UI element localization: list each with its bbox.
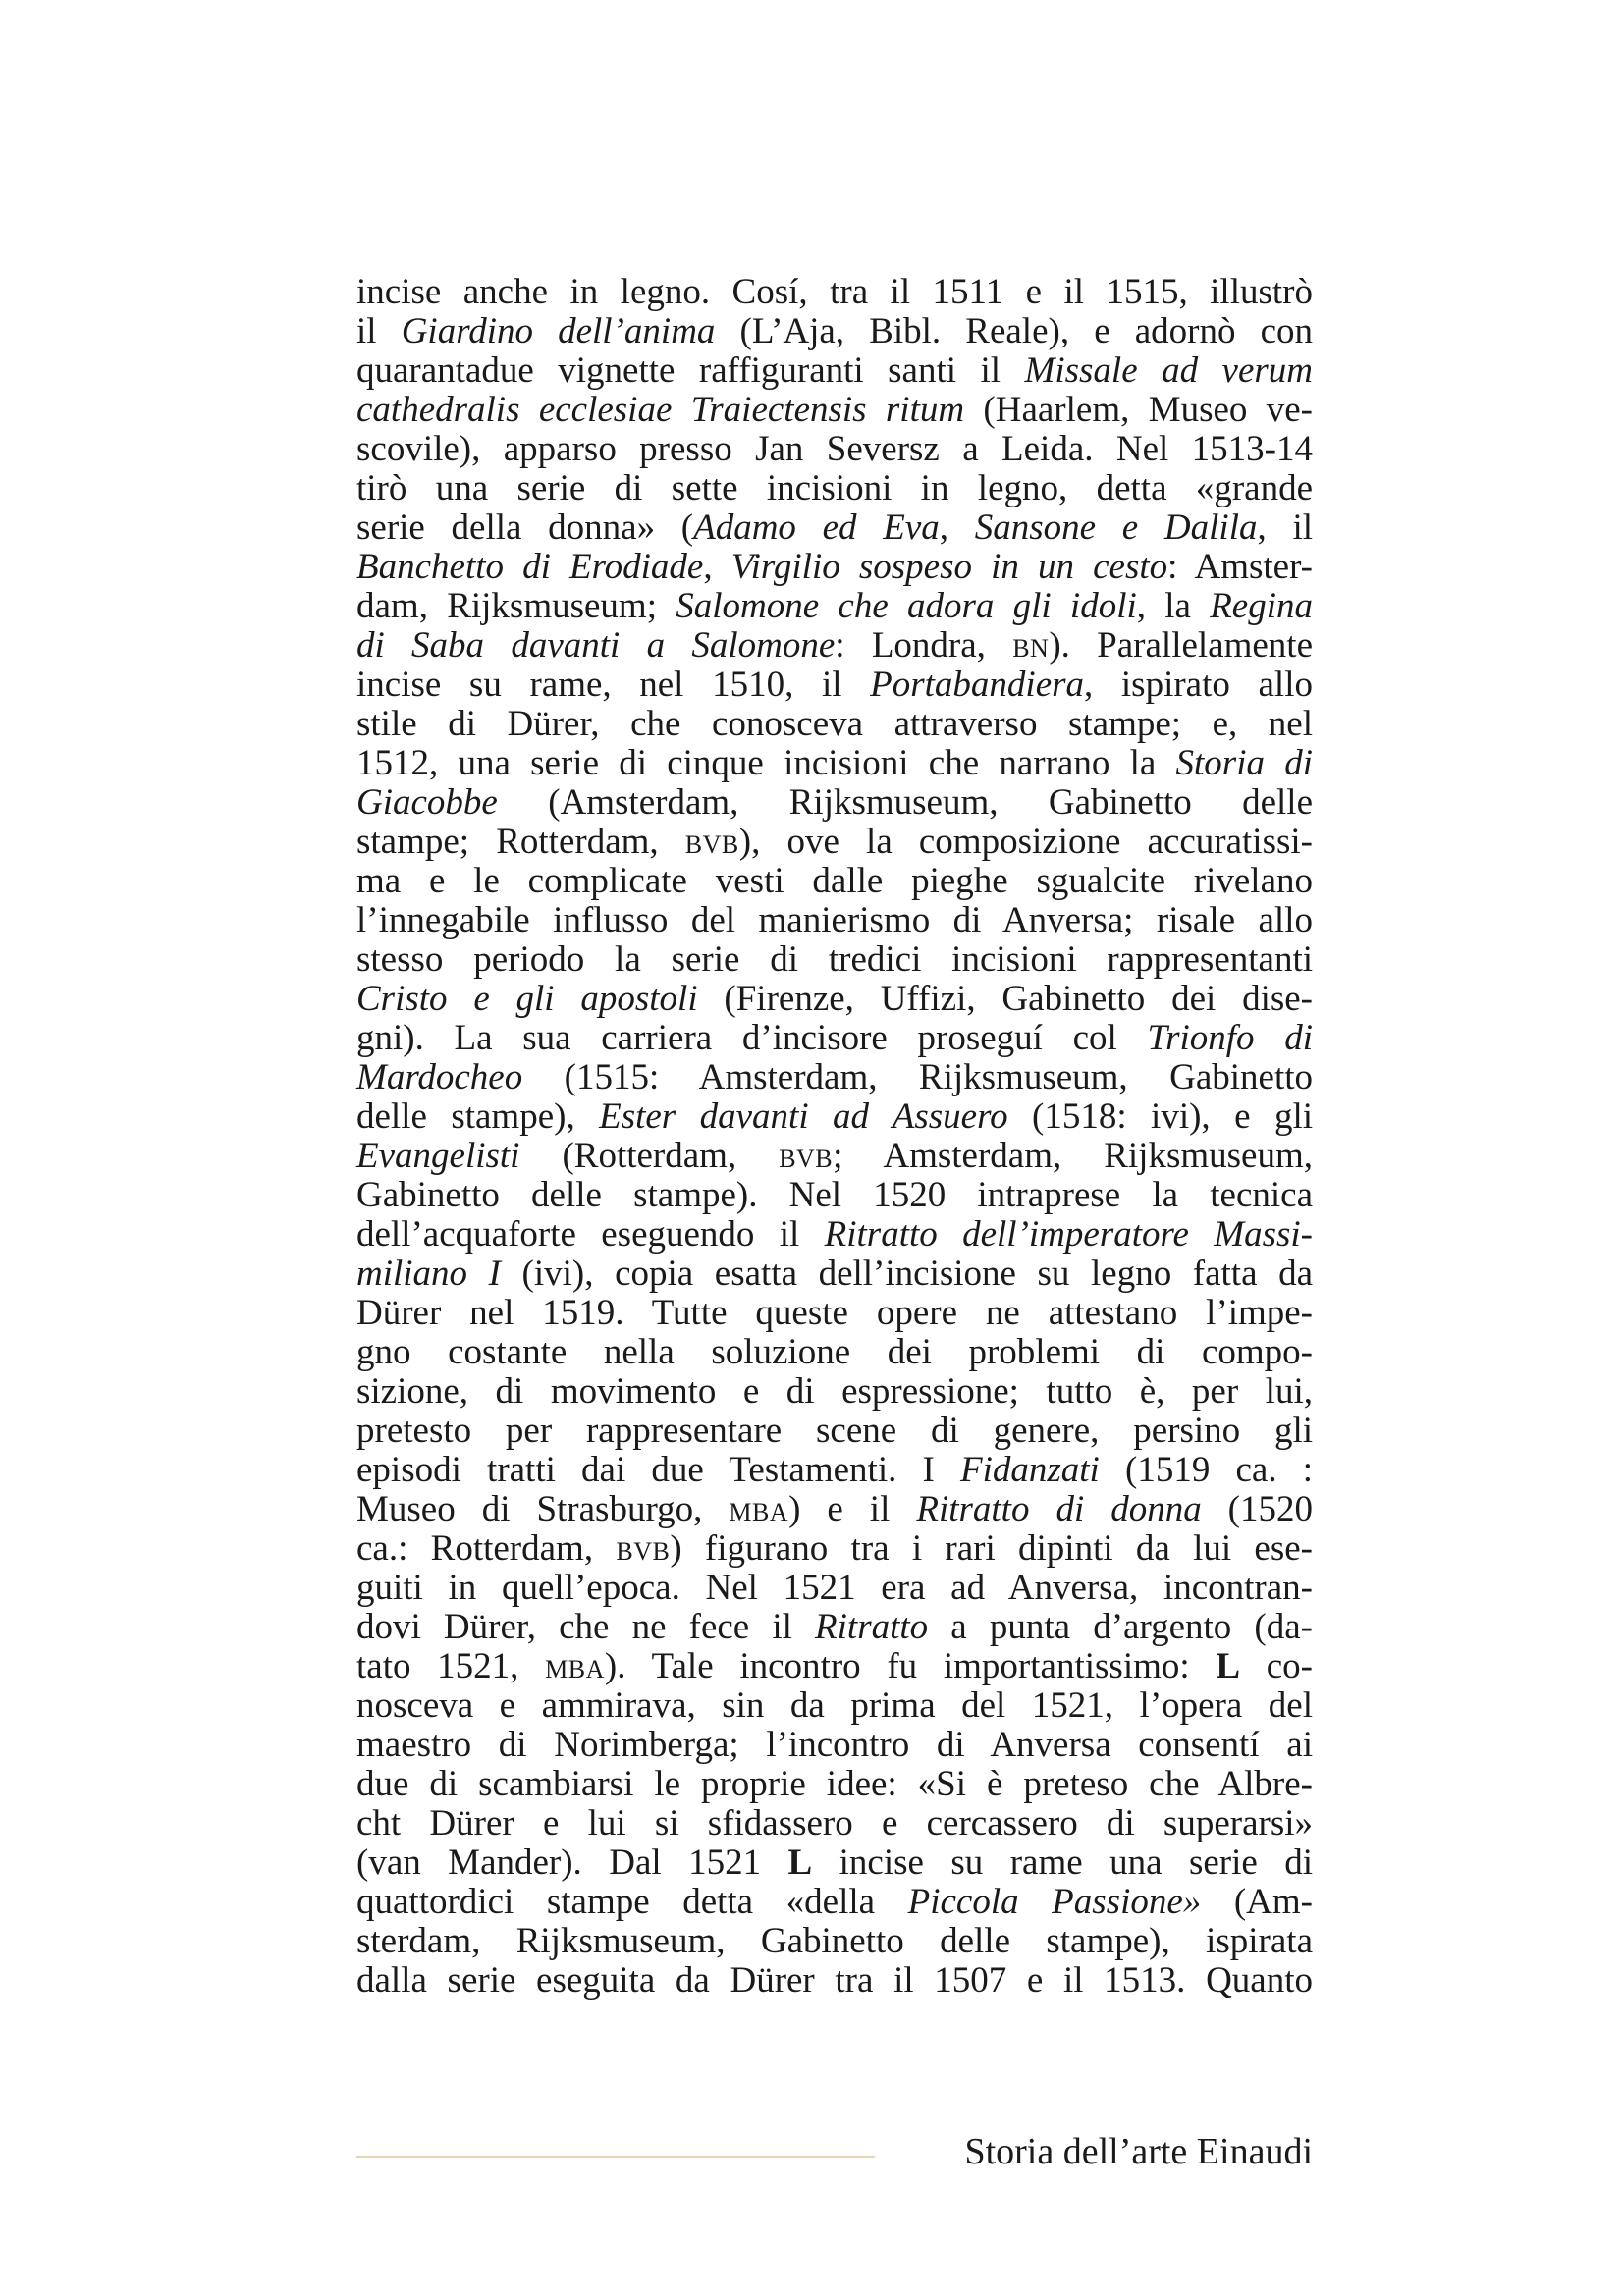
abbreviation: bvb (684, 822, 739, 862)
text-run: dam, Rijksmuseum; (356, 586, 676, 626)
text-run: tirò una serie di sette incisioni in legno, detta «grande (356, 468, 1313, 508)
text-run: , il (1257, 507, 1313, 548)
text-run: serie della donna» ( (356, 507, 694, 548)
italic-title: Portabandiera (870, 665, 1085, 705)
text-run: Gabinetto delle stampe). Nel 1520 intraprese la tecnica (356, 1175, 1313, 1215)
text-line (356, 1215, 1313, 1255)
text-run: episodi tratti dai due Testamenti. I (356, 1450, 960, 1490)
text-line (356, 1922, 1313, 1961)
italic-title: Ritratto di donna (916, 1489, 1202, 1529)
text-run: (ivi), copia esatta dell’incisione su legno fatta da (500, 1254, 1314, 1294)
italic-title: Cristo e gli apostoli (356, 979, 698, 1019)
text-run: dell’acquaforte eseguendo il (356, 1214, 825, 1255)
italic-title: Regina (1210, 586, 1314, 626)
text-line (356, 940, 1313, 980)
text-line (356, 1255, 1313, 1294)
text-line (356, 312, 1313, 351)
italic-title: Adamo ed Eva (693, 507, 940, 548)
text-run: incise su rame, nel 1510, il (356, 665, 871, 705)
italic-title: Ritratto (815, 1607, 929, 1647)
text-run: : Amster- (1167, 547, 1313, 587)
italic-title: cathedralis ecclesiae Traiectensis ritum (356, 390, 965, 430)
italic-title: di Saba davanti a Salomone (356, 625, 836, 666)
text-line (356, 1333, 1313, 1372)
abbreviation: bvb (616, 1528, 671, 1569)
text-run: stampe; Rotterdam, (356, 822, 685, 862)
text-run: (1515: Amsterdam, Rijksmuseum, Gabinetto (522, 1057, 1313, 1097)
footer-rule (356, 2156, 875, 2158)
text-line (356, 1137, 1313, 1176)
text-run: tato 1521, (356, 1646, 546, 1686)
text-run: cht Dürer e lui si sfidassero e cercassero di superarsi» (356, 1803, 1313, 1843)
italic-title: Evangelisti (356, 1136, 520, 1176)
text-run: (Amsterdam, Rijksmuseum, Gabinetto delle (497, 782, 1313, 823)
text-run: pretesto per rappresentare scene di genere, persino gli (356, 1411, 1313, 1451)
text-run: maestro di Norimberga; l’incontro di Anversa consentí ai (356, 1725, 1313, 1765)
text-line (356, 587, 1313, 626)
text-line (356, 901, 1313, 940)
text-line (356, 1372, 1313, 1412)
text-run: ma e le complicate vesti dalle pieghe sgualcite rivelano (356, 861, 1313, 901)
text-line (356, 1883, 1313, 1922)
italic-title: Giardino dell’anima (401, 311, 716, 351)
text-line (356, 1843, 1313, 1883)
italic-title: Virgilio sospeso in un cesto (730, 547, 1168, 587)
text-run: , (703, 547, 731, 587)
abbreviation: bn (1012, 625, 1050, 666)
text-line (356, 1412, 1313, 1451)
text-run: Museo di Strasburgo, (356, 1489, 730, 1529)
text-line (356, 626, 1313, 666)
text-line (356, 273, 1313, 312)
text-run: 1512, una serie di cinque incisioni che narrano la (356, 743, 1176, 783)
text-run: due di scambiarsi le proprie idee: «Si è preteso che Albre- (356, 1764, 1313, 1804)
text-line (356, 1019, 1313, 1058)
italic-title: Trionfo di (1147, 1018, 1313, 1058)
italic-title: Salomone che adora gli idoli (676, 586, 1137, 626)
text-line (356, 548, 1313, 587)
italic-title: miliano I (356, 1254, 501, 1294)
text-line (356, 1804, 1313, 1843)
text-run: ) figurano tra i rari dipinti da lui ese- (670, 1528, 1313, 1569)
text-run: quarantadue vignette raffiguranti santi il (356, 350, 1025, 391)
text-run: (Am- (1201, 1882, 1313, 1922)
bold-initial: L (787, 1842, 813, 1883)
text-run: , ispirato allo (1084, 665, 1313, 705)
text-run: (Rotterdam, (519, 1136, 780, 1176)
text-run: (Firenze, Uffizi, Gabinetto dei dise- (697, 979, 1313, 1019)
text-run: dalla serie eseguita da Dürer tra il 1507 e il 1513. Quanto (356, 1960, 1313, 2001)
text-line (356, 1765, 1313, 1804)
text-line (356, 783, 1313, 823)
text-run: gno costante nella soluzione dei problemi di compo- (356, 1332, 1313, 1372)
text-line (356, 1647, 1313, 1686)
text-run: ). Parallelamente (1049, 625, 1314, 666)
text-line (356, 1097, 1313, 1137)
text-run: : Londra, (835, 625, 1013, 666)
italic-title: Fidanzati (960, 1450, 1100, 1490)
text-line (356, 862, 1313, 901)
body-text (356, 273, 1313, 2001)
text-line (356, 1961, 1313, 2001)
text-run: a punta d’argento (da- (928, 1607, 1313, 1647)
italic-title: Piccola Passione» (907, 1882, 1202, 1922)
text-run: (1518: ivi), e gli (1007, 1096, 1313, 1137)
text-run: ), ove la composizione accuratissi- (738, 822, 1313, 862)
text-line (356, 508, 1313, 548)
text-run: , (939, 507, 975, 548)
text-run: ). Tale incontro fu importantissimo: (604, 1646, 1217, 1686)
text-line (356, 469, 1313, 508)
text-line (356, 1608, 1313, 1647)
text-line (356, 1686, 1313, 1726)
text-run: stile di Dürer, che conosceva attraverso stampe; e, nel (356, 704, 1313, 744)
italic-title: Sansone e Dalila (974, 507, 1258, 548)
italic-title: Banchetto di Erodiade (356, 547, 704, 587)
text-run: stesso periodo la serie di tredici incisioni rappresentanti (356, 939, 1313, 980)
text-run: (van Mander). Dal 1521 (356, 1842, 788, 1883)
text-line (356, 705, 1313, 744)
abbreviation: mba (729, 1489, 789, 1529)
text-run: l’innegabile influsso del manierismo di Anversa; risale allo (356, 900, 1313, 940)
italic-title: Ester davanti ad Assuero (599, 1096, 1008, 1137)
text-run: sterdam, Rijksmuseum, Gabinetto delle stampe), ispirata (356, 1921, 1313, 1961)
text-run: Dürer nel 1519. Tutte queste opere ne attestano l’impe- (356, 1293, 1313, 1333)
text-run: delle stampe), (356, 1096, 600, 1137)
text-line (356, 980, 1313, 1019)
text-run: incise su rame una serie di (812, 1842, 1313, 1883)
text-line (356, 823, 1313, 862)
text-line (356, 1176, 1313, 1215)
abbreviation: bvb (779, 1136, 834, 1176)
text-line (356, 430, 1313, 469)
text-line (356, 1451, 1313, 1490)
footer-title: Storia dell’arte Einaudi (964, 2131, 1313, 2172)
text-run: sizione, di movimento e di espressione; tutto è, per lui, (356, 1371, 1313, 1412)
text-run: quattordici stampe detta «della (356, 1882, 908, 1922)
text-run: (Haarlem, Museo ve- (964, 390, 1313, 430)
italic-title: Giacobbe (356, 782, 498, 823)
text-line (356, 1726, 1313, 1765)
text-run: ; Amsterdam, Rijksmuseum, (833, 1136, 1313, 1176)
text-run: scovile), apparso presso Jan Seversz a Leida. Nel 1513-14 (356, 429, 1313, 469)
text-line (356, 744, 1313, 783)
italic-title: Mardocheo (356, 1057, 523, 1097)
text-line (356, 1058, 1313, 1097)
text-run: il (356, 311, 402, 351)
text-line (356, 351, 1313, 391)
text-run: incise anche in legno. Cosí, tra il 1511 e il 1515, illustrò (356, 272, 1313, 312)
text-line (356, 666, 1313, 705)
text-line (356, 1294, 1313, 1333)
abbreviation: mba (545, 1646, 605, 1686)
text-run: nosceva e ammirava, sin da prima del 1521, l’opera del (356, 1685, 1313, 1726)
italic-title: Ritratto dell’imperatore Massi- (824, 1214, 1313, 1255)
text-run: co- (1240, 1646, 1313, 1686)
text-run: guiti in quell’epoca. Nel 1521 era ad Anversa, incontran- (356, 1568, 1313, 1608)
text-run: gni). La sua carriera d’incisore proseguí col (356, 1018, 1148, 1058)
text-line (356, 1569, 1313, 1608)
text-run: ca.: Rotterdam, (356, 1528, 617, 1569)
text-run: , la (1136, 586, 1211, 626)
italic-title: Missale ad verum (1024, 350, 1313, 391)
bold-initial: L (1216, 1646, 1241, 1686)
italic-title: Storia di (1175, 743, 1313, 783)
text-run: (L’Aja, Bibl. Reale), e adornò con (715, 311, 1314, 351)
text-line (356, 1529, 1313, 1569)
text-run: (1519 ca. : (1099, 1450, 1313, 1490)
text-run: (1520 (1201, 1489, 1314, 1529)
text-run: dovi Dürer, che ne fece il (356, 1607, 816, 1647)
text-run: ) e il (788, 1489, 917, 1529)
text-line (356, 391, 1313, 430)
text-line (356, 1490, 1313, 1529)
